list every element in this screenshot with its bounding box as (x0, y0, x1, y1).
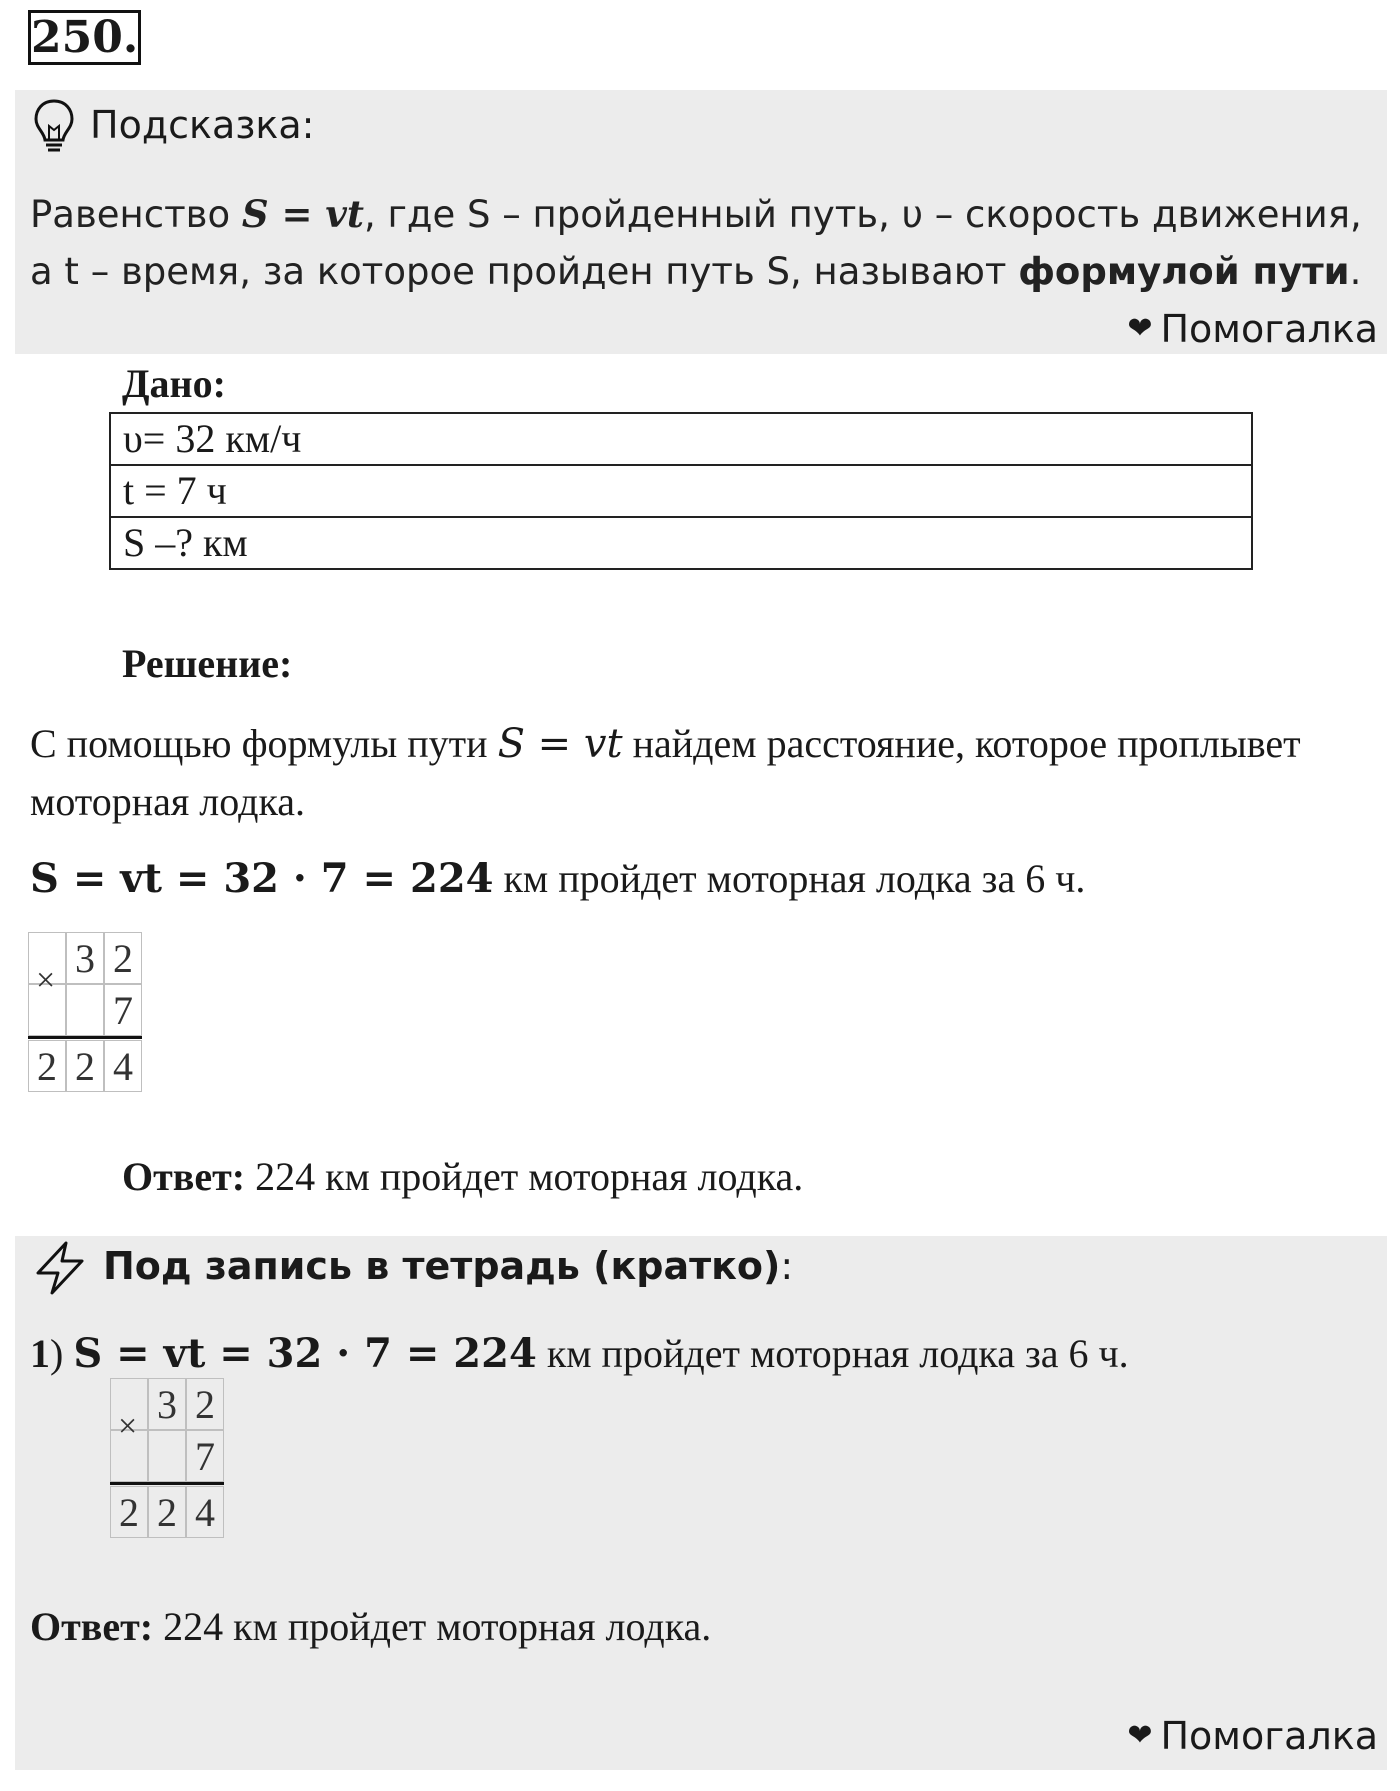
multiply-sign: × (36, 962, 56, 999)
notes-equation-suffix: км пройдет моторная лодка за 6 ч. (536, 1331, 1129, 1376)
hint-text (30, 186, 1370, 300)
notes-equation: S = vt = 32 · 7 = 224 (73, 1330, 537, 1377)
mult-cell: 7 (186, 1430, 224, 1482)
solution-formula: S = vt (497, 721, 623, 767)
heart-icon: ❤ (1127, 311, 1153, 346)
given-cell: υ= 32 км/ч (110, 413, 1252, 465)
mult-cell: 7 (104, 984, 142, 1036)
given-row (110, 413, 1252, 465)
column-multiplication (28, 932, 148, 1107)
credit-label: Помогалка (1160, 307, 1378, 351)
notes-title (103, 1240, 793, 1292)
mult-cell: 2 (186, 1378, 224, 1430)
mult-cell: 2 (110, 1486, 148, 1538)
lightbulb-icon (32, 98, 76, 156)
mult-cell: 3 (148, 1378, 186, 1430)
answer-text: 224 км пройдет моторная лодка. (245, 1154, 804, 1199)
step-paren: ) (50, 1331, 64, 1376)
lightning-icon (32, 1240, 88, 1296)
notes-step-line (30, 1326, 1129, 1382)
solution-equation: S = vt = 32 · 7 = 224 (30, 855, 494, 902)
solution-equation-suffix: км пройдет моторная лодка за 6 ч. (493, 856, 1086, 901)
notes-answer-line (30, 1600, 711, 1654)
hint-formula: S = vt (241, 192, 364, 236)
given-table (109, 412, 1253, 570)
hint-term: формулой пути (1018, 250, 1350, 293)
hint-text-before: Равенство (30, 193, 242, 236)
notes-answer-label: Ответ: (30, 1604, 154, 1649)
credit-top (1127, 305, 1378, 353)
step-number: 1 (30, 1331, 50, 1376)
hint-title: Подсказка: (90, 103, 315, 147)
mult-cell: 4 (104, 1040, 142, 1092)
solution-text-before: С помощью формулы пути (30, 721, 498, 766)
mult-cell: 4 (186, 1486, 224, 1538)
mult-line (110, 1482, 224, 1485)
credit-bottom (1127, 1712, 1378, 1760)
hint-text-end: . (1349, 250, 1362, 293)
solution-text-after: найдем расстояние, которое проплывет моторная лодка. (30, 721, 1301, 824)
given-row (110, 465, 1252, 517)
hint-text-middle: , где S – пройденный путь, υ – скорость движения, а t – время, за которое пройден путь S, называют (30, 193, 1362, 293)
solution-title: Решение: (122, 641, 293, 686)
notes-title-text: Под запись в тетрадь (кратко) (103, 1244, 781, 1288)
multiply-sign: × (118, 1408, 138, 1445)
notes-title-colon: : (780, 1244, 794, 1288)
mult-cell: 3 (66, 932, 104, 984)
given-row (110, 517, 1252, 569)
mult-cell (66, 984, 104, 1036)
given-cell: S –? км (110, 517, 1252, 569)
answer-label: Ответ: (122, 1154, 246, 1199)
mult-line (28, 1036, 142, 1039)
mult-cell: 2 (66, 1040, 104, 1092)
credit-label: Помогалка (1160, 1714, 1378, 1758)
mult-cell: 2 (104, 932, 142, 984)
mult-cell: 2 (148, 1486, 186, 1538)
given-cell: t = 7 ч (110, 465, 1252, 517)
solution-text (30, 715, 1370, 831)
column-multiplication-notes (110, 1378, 230, 1553)
given-title: Дано: (122, 361, 226, 406)
heart-icon: ❤ (1127, 1718, 1153, 1753)
notes-answer-text: 224 км пройдет моторная лодка. (153, 1604, 712, 1649)
answer-line (122, 1150, 803, 1204)
task-number: 250. (28, 10, 141, 65)
mult-cell (148, 1430, 186, 1482)
mult-cell: 2 (28, 1040, 66, 1092)
solution-equation-line (30, 850, 1085, 908)
